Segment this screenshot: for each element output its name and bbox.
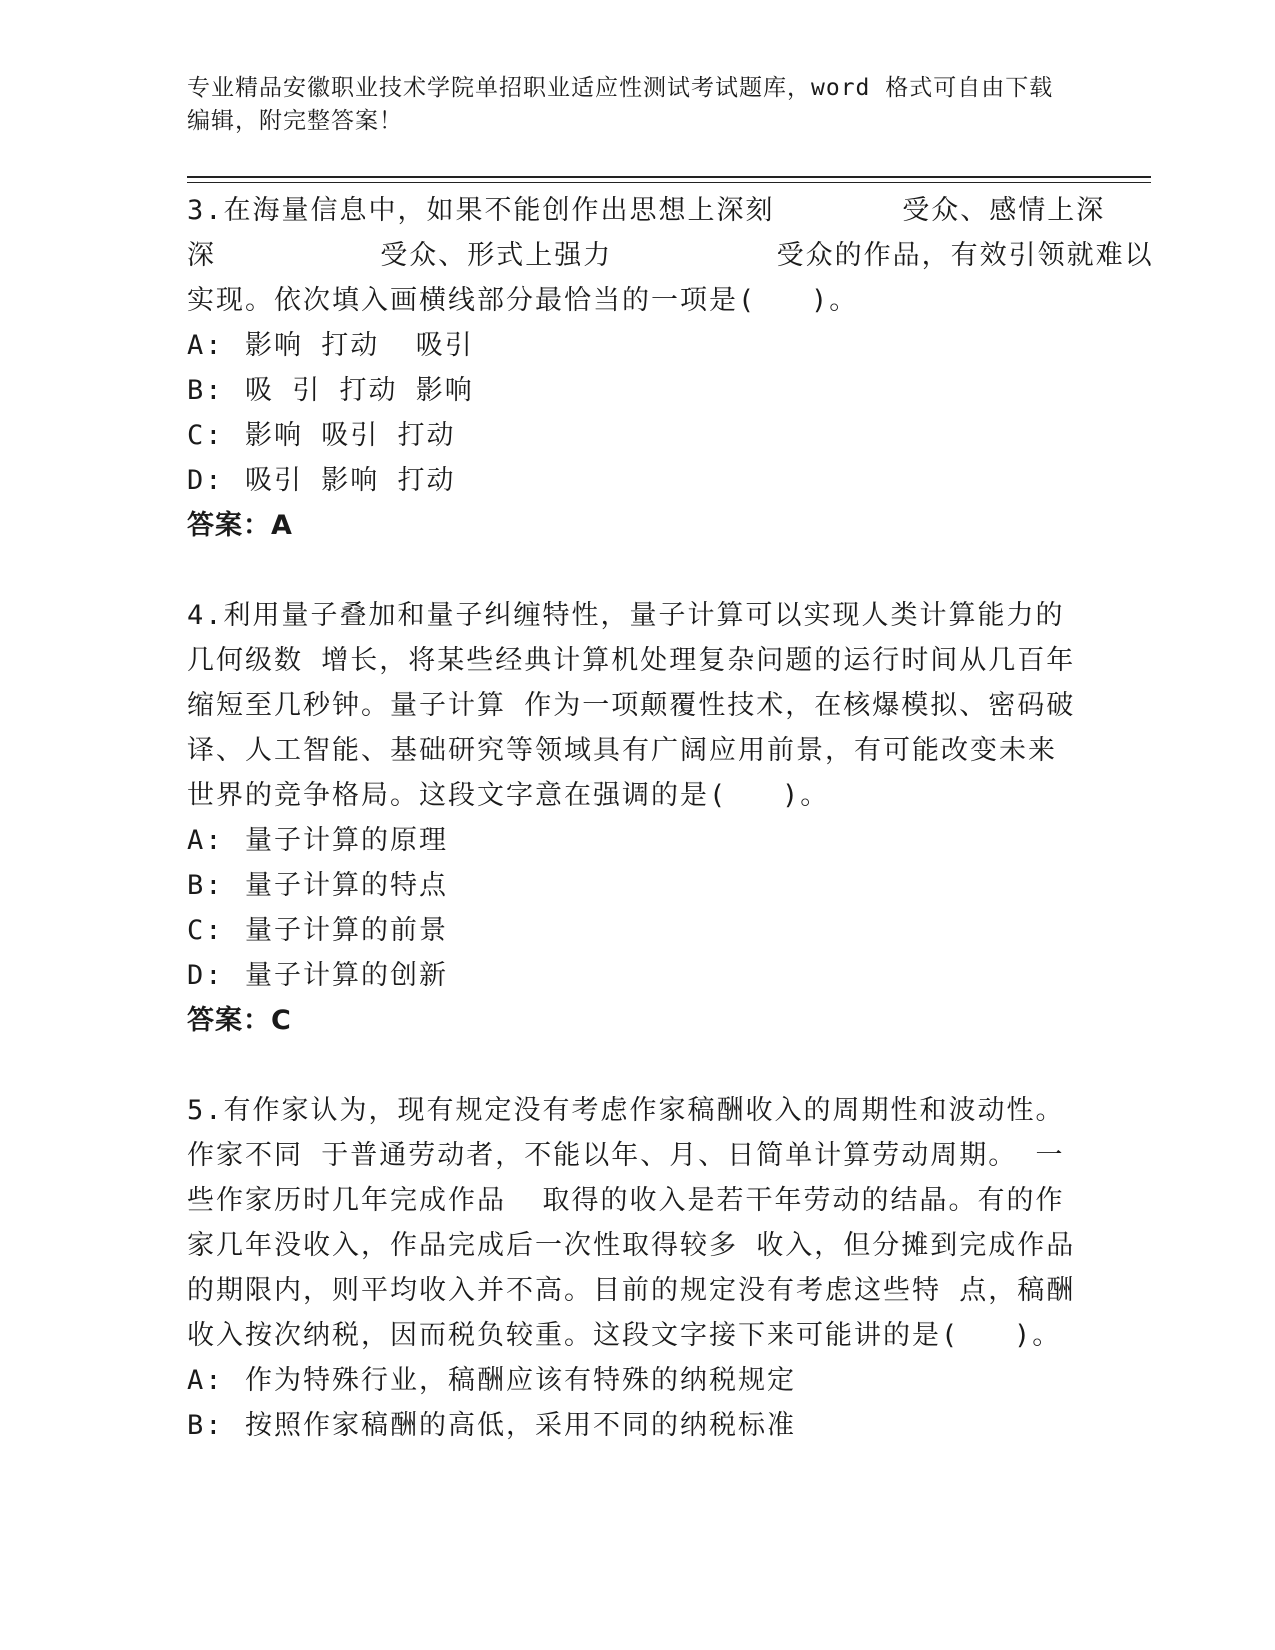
- option-key: A:: [187, 330, 224, 361]
- option-key: D:: [187, 960, 224, 991]
- option-key: A:: [187, 825, 224, 856]
- question-4-option-c: [187, 908, 1087, 953]
- page-header: [187, 72, 1087, 138]
- question-3-option-a: [187, 323, 1087, 368]
- question-4-stem-line-2: 几何级数 增长，将某些经典计算机处理复杂问题的运行时间从几百年: [187, 645, 1076, 676]
- header-line-1: 专业精品安徽职业技术学院单招职业适应性测试考试题库，word 格式可自由下载: [187, 75, 1054, 101]
- question-5-stem-line-3: 些作家历时几年完成作品 取得的收入是若干年劳动的结晶。有的作: [187, 1185, 1065, 1216]
- option-text: 吸 引 打动 影响: [245, 375, 474, 406]
- option-text: 吸引 影响 打动: [245, 465, 456, 496]
- question-5: [187, 1088, 1087, 1448]
- question-3-option-d: [187, 458, 1087, 503]
- question-5-stem-line-1: 5.有作家认为，现有规定没有考虑作家稿酬收入的周期性和波动性。: [187, 1095, 1065, 1126]
- question-4-answer: 答案：C: [187, 1005, 292, 1036]
- header-line-2: 编辑，附完整答案！: [187, 108, 403, 134]
- question-5-option-b: [187, 1403, 1087, 1448]
- question-5-stem-line-2: 作家不同 于普通劳动者，不能以年、月、日简单计算劳动周期。 一: [187, 1140, 1065, 1171]
- question-3-stem-line-2: 深 受众、形式上强力 受众的作品，有效引领就难以: [187, 240, 1154, 271]
- question-5-stem-line-6: 收入按次纳税，因而税负较重。这段文字接下来可能讲的是( )。: [187, 1320, 1062, 1351]
- question-3-option-b: [187, 368, 1087, 413]
- question-gap: [187, 1043, 1087, 1088]
- question-4-option-a: [187, 818, 1087, 863]
- question-4-stem-line-5: 世界的竞争格局。这段文字意在强调的是( )。: [187, 780, 830, 811]
- option-key: A:: [187, 1365, 224, 1396]
- question-3-option-c: [187, 413, 1087, 458]
- question-5-stem-line-5: 的期限内，则平均收入并不高。目前的规定没有考虑这些特 点，稿酬: [187, 1275, 1076, 1306]
- question-4-stem-line-4: 译、人工智能、基础研究等领域具有广阔应用前景，有可能改变未来: [187, 735, 1057, 766]
- option-key: B:: [187, 1410, 224, 1441]
- option-text: 量子计算的原理: [245, 825, 448, 856]
- option-key: B:: [187, 870, 224, 901]
- option-text: 作为特殊行业，稿酬应该有特殊的纳税规定: [245, 1365, 796, 1396]
- question-5-stem-line-4: 家几年没收入，作品完成后一次性取得较多 收入，但分摊到完成作品: [187, 1230, 1076, 1261]
- question-4: [187, 593, 1087, 1043]
- option-key: B:: [187, 375, 224, 406]
- option-text: 量子计算的创新: [245, 960, 448, 991]
- option-text: 量子计算的前景: [245, 915, 448, 946]
- header-rule-thin: [187, 182, 1151, 183]
- question-4-option-d: [187, 953, 1087, 998]
- question-4-stem-line-3: 缩短至几秒钟。量子计算 作为一项颠覆性技术，在核爆模拟、密码破: [187, 690, 1076, 721]
- option-text: 按照作家稿酬的高低，采用不同的纳税标准: [245, 1410, 796, 1441]
- option-text: 影响 打动 吸引: [245, 330, 474, 361]
- question-3-stem-line-1: 3.在海量信息中，如果不能创作出思想上深刻 受众、感情上深: [187, 195, 1106, 226]
- question-3-stem-line-3: 实现。依次填入画横线部分最恰当的一项是( )。: [187, 285, 859, 316]
- option-key: D:: [187, 465, 224, 496]
- question-4-option-b: [187, 863, 1087, 908]
- option-text: 影响 吸引 打动: [245, 420, 456, 451]
- option-text: 量子计算的特点: [245, 870, 448, 901]
- option-key: C:: [187, 420, 224, 451]
- question-list: [187, 188, 1154, 1448]
- question-4-stem-line-1: 4.利用量子叠加和量子纠缠特性，量子计算可以实现人类计算能力的: [187, 600, 1065, 631]
- header-rule-thick: [187, 176, 1151, 178]
- question-gap: [187, 548, 1087, 593]
- option-key: C:: [187, 915, 224, 946]
- question-3: [187, 188, 1154, 548]
- question-5-option-a: [187, 1358, 1087, 1403]
- question-3-answer: 答案：A: [187, 510, 293, 541]
